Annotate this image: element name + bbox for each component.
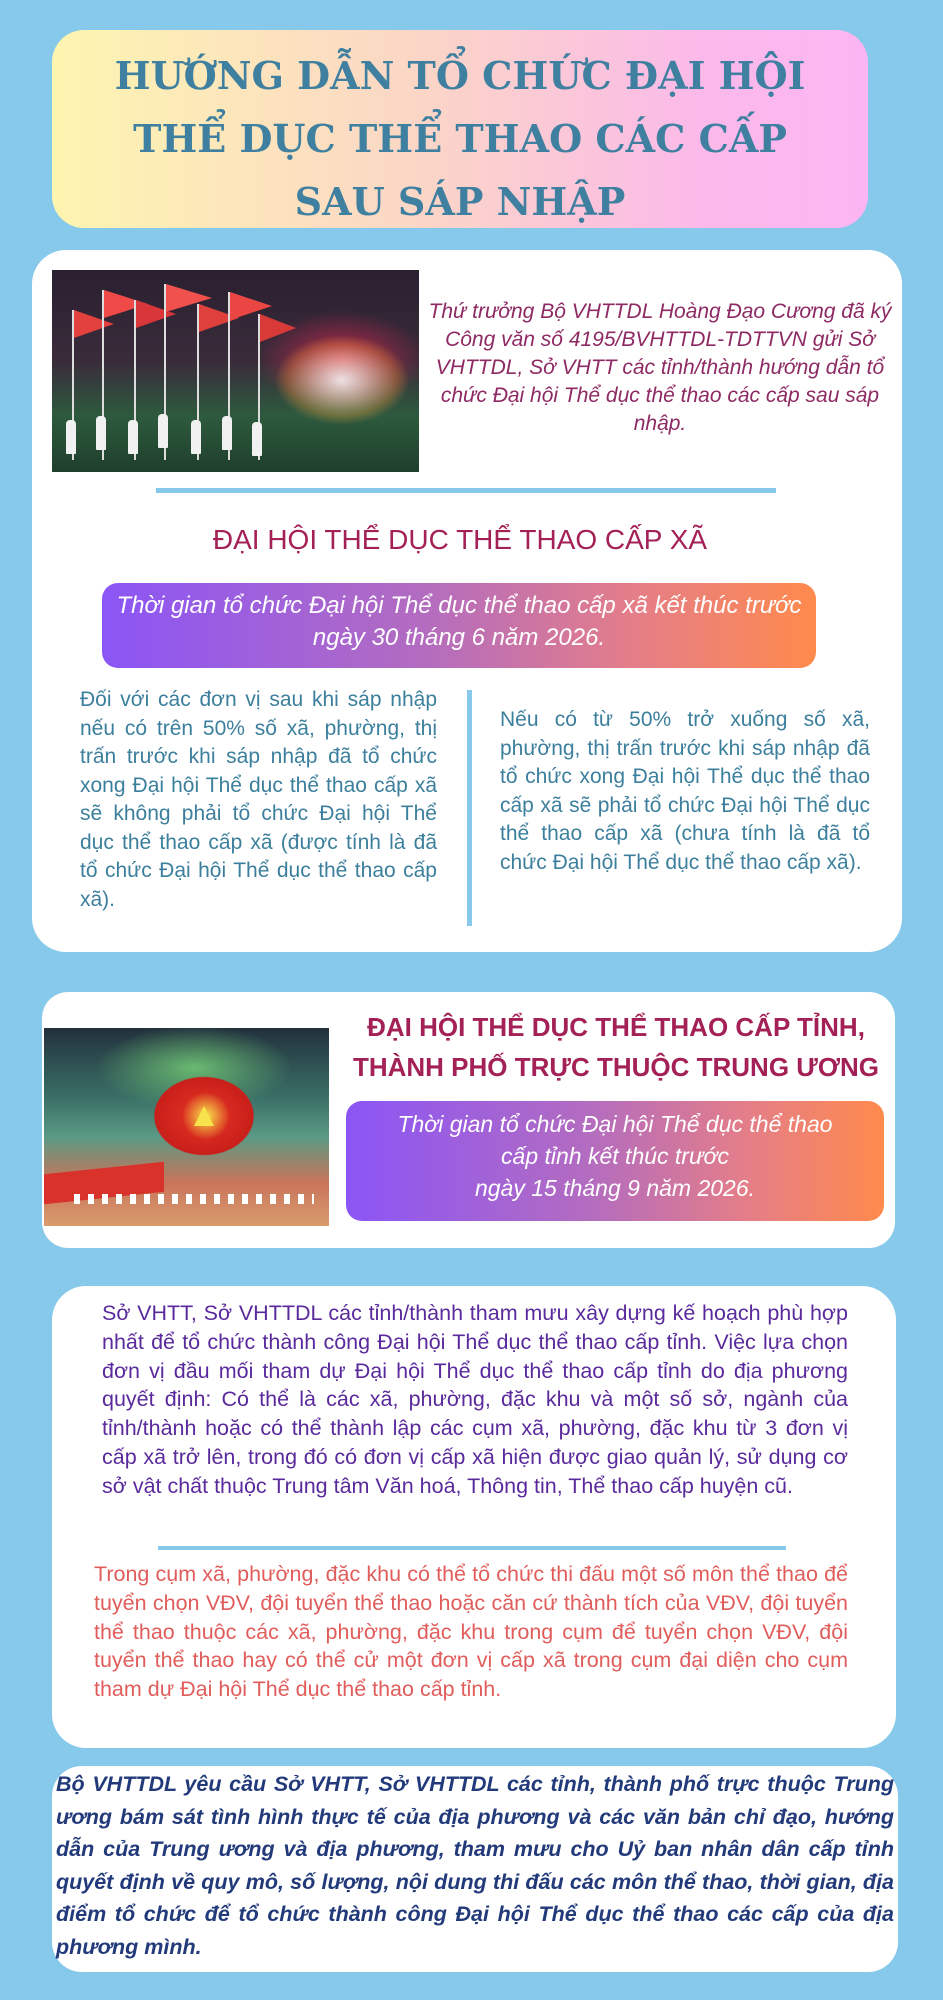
- closing-paragraph: Bộ VHTTDL yêu cầu Sở VHTT, Sở VHTTDL các tỉnh, thành phố trực thuộc Trung ương bám sát tình hình thực tế của địa phương và các văn bản chỉ đạo, hướng dẫn của Trung ương và địa phương, tham mưu cho Uỷ ban nhân dân cấp tỉnh quyết định về quy mô, số lượng, nội dung thi đấu các môn thể thao, thời gian, địa điểm tổ chức để tổ chức thành công Đại hội Thể dục thể thao các cấp của địa phương mình.: [56, 1772, 894, 1959]
- divider: [156, 488, 776, 493]
- page-title-line-3: SAU SÁP NHẬP: [294, 179, 626, 224]
- title-banner: [52, 30, 868, 228]
- province-heading-line-2: THÀNH PHỐ TRỰC THUỘC TRUNG ƯƠNG: [352, 1052, 880, 1082]
- province-deadline-line-2: cấp tỉnh kết thúc trước: [501, 1143, 729, 1169]
- commune-heading: ĐẠI HỘI THỂ DỤC THỂ THAO CẤP XÃ: [212, 524, 708, 555]
- province-deadline-line-3: ngày 15 tháng 9 năm 2026.: [474, 1175, 756, 1201]
- commune-deadline-box: [102, 583, 816, 668]
- cluster-selection-paragraph: Trong cụm xã, phường, đặc khu có thể tổ chức thi đấu một số môn thể thao để tuyển chọn VĐV, đội tuyển thể thao hoặc căn cứ thành tích của VĐV, đội tuyển thể thao thuộc các xã, phường, đặc khu trong cụm để tuyển chọn VĐV, đội tuyển thể thao hay có thể cử một đơn vị cấp xã trong cụm đại diện cho cụm tham dự Đại hội Thể dục thể thao cấp tỉnh.: [94, 1562, 848, 1702]
- province-deadline-box: [346, 1101, 884, 1221]
- page-title-line-1: HƯỚNG DẪN TỔ CHỨC ĐẠI HỘI: [114, 53, 806, 98]
- province-plan-paragraph: Sở VHTT, Sở VHTTDL các tỉnh/thành tham mưu xây dựng kế hoạch phù hợp nhất để tổ chức thành công Đại hội Thể dục thể thao cấp tỉnh. Việc lựa chọn đơn vị đầu mối tham dự Đại hội Thể dục thể thao cấp tỉnh do địa phương quyết định: Có thể là các xã, phường, đặc khu và một số sở, ngành của tỉnh/thành hoặc có thể thành lập các cụm xã, phường, đặc khu từ 3 đơn vị cấp xã trở lên, trong đó có đơn vị cấp xã hiện được giao quản lý, sử dụng cơ sở vật chất thuộc Trung tâm Văn hoá, Thông tin, Thể thao cấp huyện cũ.: [102, 1301, 848, 1498]
- flag-parade-photo: [52, 270, 419, 472]
- page-title-line-2: THỂ DỤC THỂ THAO CÁC CẤP: [133, 116, 787, 161]
- column-divider: [467, 690, 472, 926]
- commune-left-paragraph: Đối với các đơn vị sau khi sáp nhập nếu có trên 50% số xã, phường, thị trấn trước khi sáp nhập đã tổ chức xong Đại hội Thể dục thể thao cấp xã sẽ không phải tổ chức Đại hội Thể dục thể thao cấp xã (được tính là đã tổ chức Đại hội Thể dục thể thao cấp xã).: [80, 688, 437, 911]
- stadium-ceremony-photo: [44, 1028, 329, 1226]
- commune-right-paragraph: Nếu có từ 50% trở xuống số xã, phường, thị trấn trước khi sáp nhập đã tổ chức xong Đại hội Thể dục thể thao cấp xã sẽ phải tổ chức Đại hội Thể dục thể thao cấp xã (chưa tính là đã tổ chức Đại hội Thể dục thể thao cấp xã).: [500, 708, 870, 874]
- province-deadline-line-1: Thời gian tổ chức Đại hội Thể dục thể thao: [397, 1111, 833, 1137]
- commune-deadline-text: Thời gian tổ chức Đại hội Thể dục thể thao cấp xã kết thúc trước ngày 30 tháng 6 năm 2026.: [116, 592, 802, 651]
- divider: [158, 1546, 786, 1550]
- page-title: [52, 44, 868, 233]
- intro-paragraph: Thứ trưởng Bộ VHTTDL Hoàng Đạo Cương đã ký Công văn số 4195/BVHTTDL-TDTTVN gửi Sở VHTTDL, Sở VHTT các tỉnh/thành hướng dẫn tổ chức Đại hội Thể dục thể thao các cấp sau sáp nhập.: [428, 300, 892, 435]
- province-heading-line-1: ĐẠI HỘI THỂ DỤC THỂ THAO CẤP TỈNH,: [367, 1012, 865, 1042]
